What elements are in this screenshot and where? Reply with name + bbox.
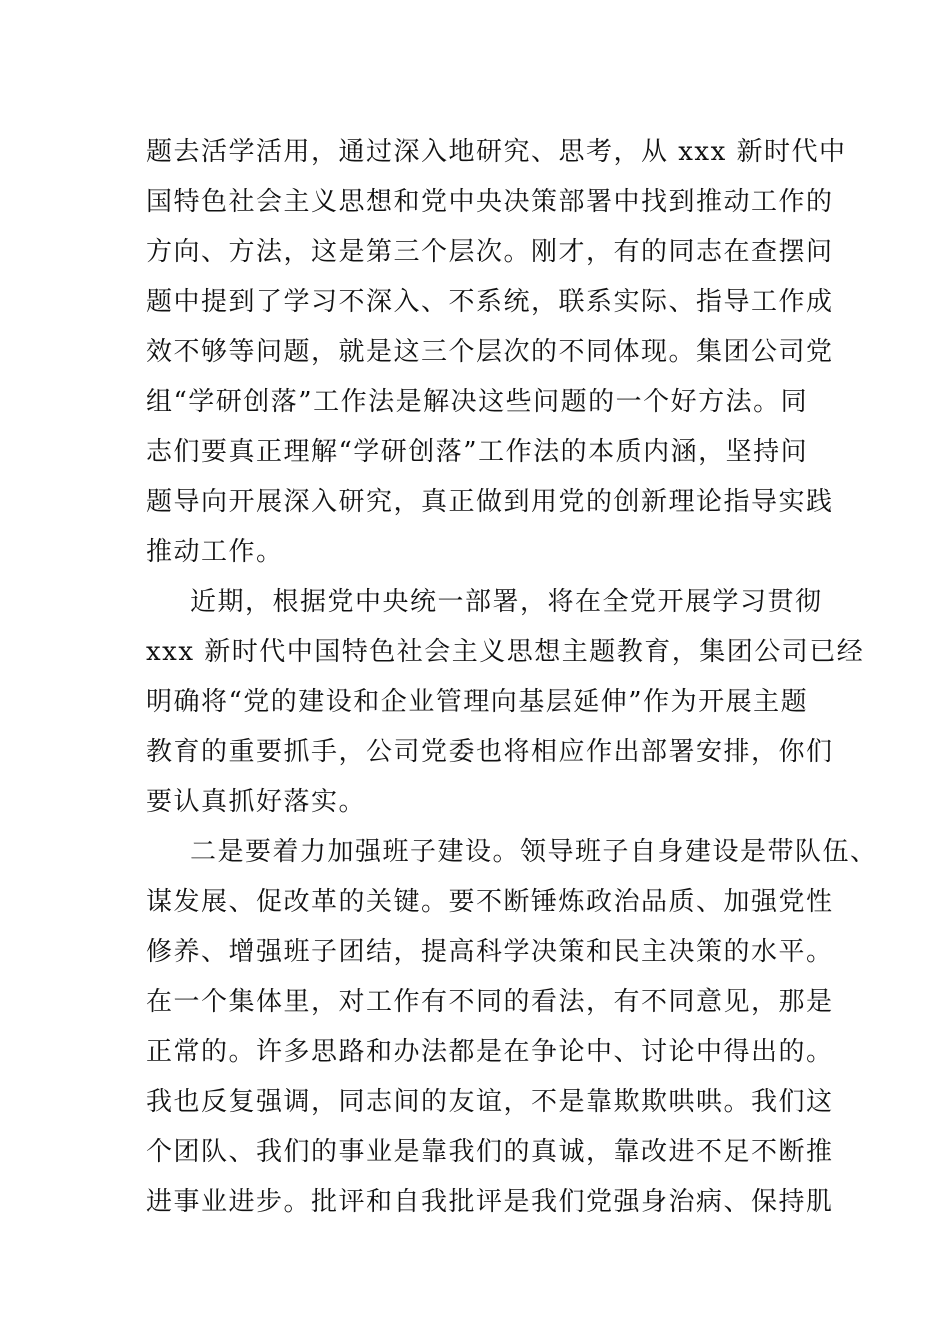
paragraph-1-line-7: 志们要真正理解“学研创落”工作法的本质内涵，坚持问 — [146, 437, 809, 467]
paragraph-3-line-5: 正常的。许多思路和办法都是在争论中、讨论中得出的。 — [146, 1037, 834, 1067]
paragraph-1-line-4: 题中提到了学习不深入、不系统，联系实际、指导工作成 — [146, 287, 834, 317]
paragraph-3-line-3: 修养、增强班子团结，提高科学决策和民主决策的水平。 — [146, 937, 834, 967]
paragraph-1-line-1: 题去活学活用，通过深入地研究、思考，从 xxx 新时代中 — [146, 137, 847, 167]
paragraph-3-line-8: 进事业进步。批评和自我批评是我们党强身治病、保持肌 — [146, 1187, 834, 1217]
paragraph-2-line-4: 教育的重要抓手，公司党委也将相应作出部署安排，你们 — [146, 737, 834, 767]
paragraph-3-line-2: 谋发展、促改革的关键。要不断锤炼政治品质、加强党性 — [146, 887, 834, 917]
paragraph-2-line-5: 要认真抓好落实。 — [146, 787, 367, 817]
paragraph-3-line-7: 个团队、我们的事业是靠我们的真诚，靠改进不足不断推 — [146, 1137, 834, 1167]
paragraph-2-line-1: 近期，根据党中央统一部署，将在全党开展学习贯彻 — [190, 587, 823, 617]
paragraph-3-line-1: 二是要着力加强班子建设。领导班子自身建设是带队伍、 — [190, 837, 878, 867]
paragraph-1-line-6: 组“学研创落”工作法是解决这些问题的一个好方法。同 — [146, 387, 809, 417]
paragraph-3-line-4: 在一个集体里，对工作有不同的看法，有不同意见，那是 — [146, 987, 834, 1017]
paragraph-2-line-2: xxx 新时代中国特色社会主义思想主题教育，集团公司已经 — [146, 637, 865, 667]
paragraph-3-line-6: 我也反复强调，同志间的友谊，不是靠欺欺哄哄。我们这 — [146, 1087, 834, 1117]
paragraph-1-line-3: 方向、方法，这是第三个层次。刚才，有的同志在查摆问 — [146, 237, 834, 267]
paragraph-1-line-8: 题导向开展深入研究，真正做到用党的创新理论指导实践 — [146, 487, 834, 517]
document-body — [146, 127, 878, 1227]
paragraph-1-line-5: 效不够等问题，就是这三个层次的不同体现。集团公司党 — [146, 337, 834, 367]
paragraph-1-line-9: 推动工作。 — [146, 537, 284, 567]
paragraph-2-line-3: 明确将“党的建设和企业管理向基层延伸”作为开展主题 — [146, 687, 809, 717]
paragraph-1-line-2: 国特色社会主义思想和党中央决策部署中找到推动工作的 — [146, 187, 834, 217]
